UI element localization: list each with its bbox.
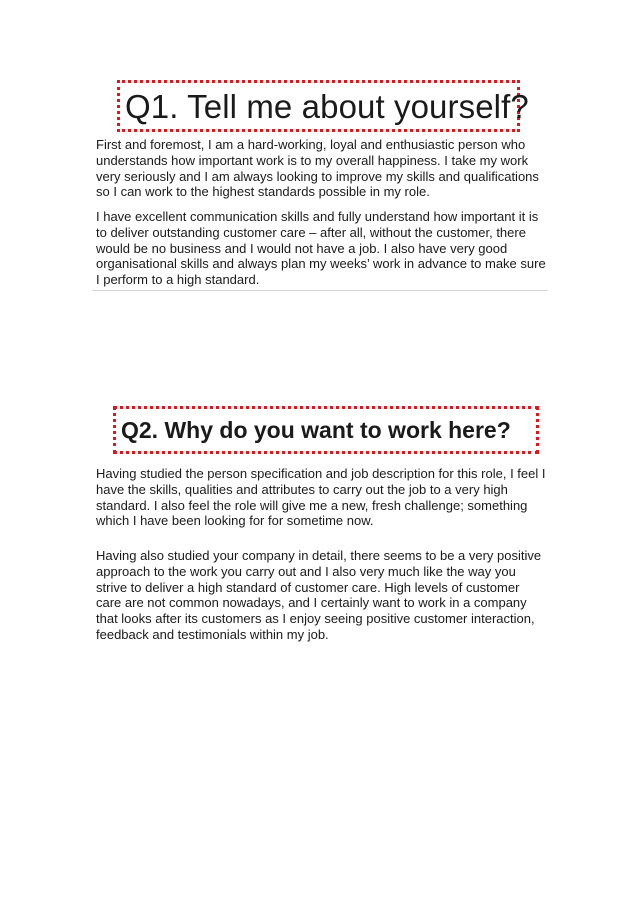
section-divider [92, 290, 548, 291]
question-2-title: Q2. Why do you want to work here? [121, 416, 511, 443]
question-2-answer-paragraph-2: Having also studied your company in detail, there seems to be a very positive approach to the work you carry out and I also very much like the way you strive to deliver a high standard of customer care. High levels of customer care are not common nowadays, and I certainly want to work in a company that looks after its customers as I enjoy seeing positive customer interaction, feedback and testimonials within my job. [96, 548, 542, 642]
question-1-answer-paragraph-1: First and foremost, I am a hard-working, loyal and enthusiastic person who understands how important work is to my overall happiness. I take my work very seriously and I am always looking to improve my skills and qualifications so I can work to the highest standards possible in my role. [96, 137, 539, 200]
question-1-answer-paragraph-2: I have excellent communication skills and fully understand how important it is to deliver outstanding customer care – after all, without the customer, there would be no business and I would not have a job. I also have very good organisational skills and always plan my weeks’ work in advance to make sure I perform to a high standard. [96, 209, 546, 288]
question-2-answer-paragraph-1: Having studied the person specification and job description for this role, I feel I have the skills, qualities and attributes to carry out the job to a very high standard. I also feel the role will give me a new, fresh challenge; something which I have been looking for for sometime now. [96, 466, 546, 529]
question-1-title: Q1. Tell me about yourself? [125, 87, 529, 125]
question-1-box [117, 80, 529, 132]
question-2-box [113, 406, 539, 454]
